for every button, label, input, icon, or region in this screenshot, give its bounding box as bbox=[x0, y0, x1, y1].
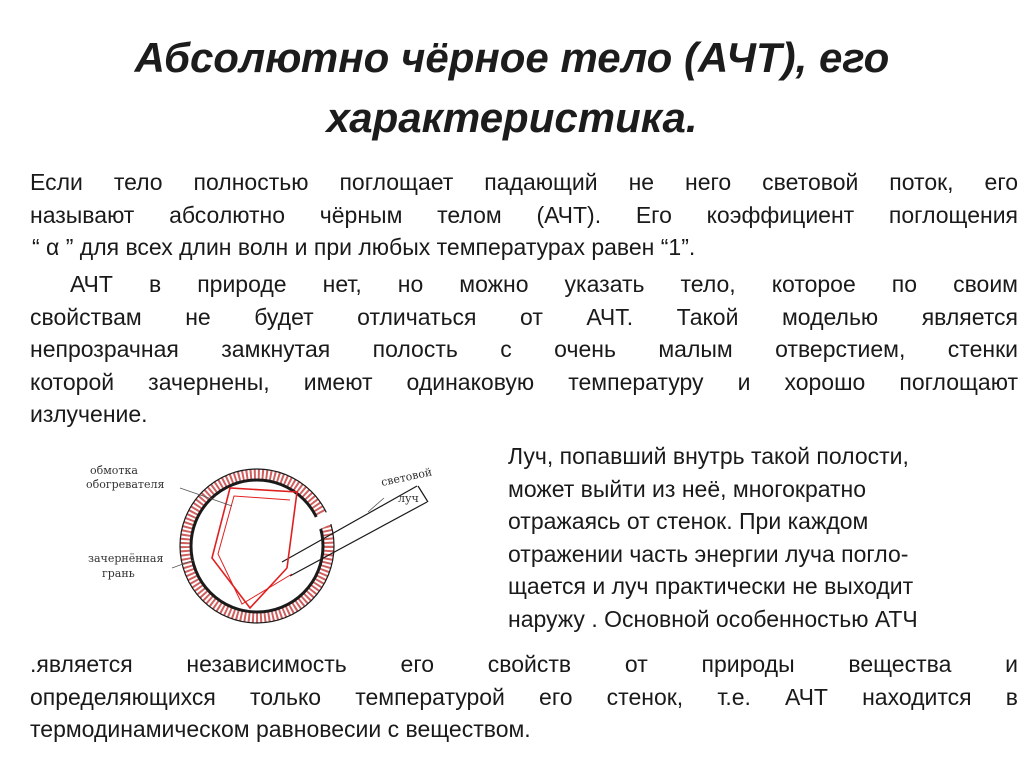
text-line: наружу . Основной особенностью АТЧ bbox=[508, 605, 918, 632]
label-wall-line2: грань bbox=[102, 567, 135, 580]
text-line: которой зачернены, имеют одинаковую температуру и хорошо поглощают bbox=[30, 368, 1018, 395]
ray-beam-edge-bottom bbox=[290, 502, 427, 576]
text-line: .является независимость его свойств от природы вещества и bbox=[30, 651, 1018, 677]
ray-beam-end bbox=[418, 486, 428, 502]
slide-title bbox=[40, 28, 984, 148]
paragraph-model bbox=[30, 268, 1018, 431]
text-line: Луч, попавший внутрь такой полости, bbox=[508, 443, 909, 469]
reflected-ray-path bbox=[212, 488, 297, 608]
text-line: АЧТ в природе нет, но можно указать тело, которое по своим bbox=[70, 271, 1018, 297]
paragraph-definition bbox=[30, 166, 1018, 264]
text-line: “ α ” для всех длин волн и при любых температурах равен “1”. bbox=[32, 234, 696, 260]
text-line: определяющихся только температурой его стенок, т.е. АЧТ находится в bbox=[30, 683, 1018, 710]
reflected-ray-path-2 bbox=[218, 496, 292, 604]
label-ray-line1: световой bbox=[379, 465, 434, 489]
paragraph-conclusion bbox=[30, 648, 1018, 746]
text-line: Если тело полностью поглощает падающий не него световой поток, его bbox=[30, 169, 1018, 195]
title-line-1: Абсолютно чёрное тело (АЧТ), его bbox=[134, 34, 890, 81]
text-line: излучение. bbox=[30, 401, 148, 427]
label-heater-line2: обогревателя bbox=[86, 478, 165, 491]
text-line: отражении часть энергии луча погло- bbox=[508, 540, 909, 567]
cavity-diagram bbox=[82, 458, 462, 638]
paragraph-ray bbox=[508, 440, 1018, 635]
leader-ray bbox=[368, 498, 384, 512]
label-ray-line2: луч bbox=[398, 492, 419, 505]
label-heater-line1: обмотка bbox=[90, 464, 138, 477]
text-line: термодинамическом равновесии с веществом. bbox=[30, 716, 531, 742]
label-wall-line1: зачернённая bbox=[88, 552, 164, 565]
text-line: может выйти из неё, многократно bbox=[508, 475, 867, 502]
blackened-inner-wall bbox=[191, 480, 323, 612]
heater-coil-ring bbox=[185, 474, 329, 618]
text-line: непрозрачная замкнутая полость с очень малым отверстием, стенки bbox=[30, 336, 1018, 362]
text-line: свойствам не будет отличаться от АЧТ. Такой моделью является bbox=[30, 303, 1018, 330]
text-line: щается и луч практически не выходит bbox=[508, 573, 914, 599]
title-line-2: характеристика. bbox=[326, 94, 698, 141]
cavity-diagram-svg bbox=[82, 458, 462, 638]
text-line: называют абсолютно чёрным телом (АЧТ). Его коэффициент поглощения bbox=[30, 201, 1018, 228]
text-line: отражаясь от стенок. При каждом bbox=[508, 508, 869, 534]
